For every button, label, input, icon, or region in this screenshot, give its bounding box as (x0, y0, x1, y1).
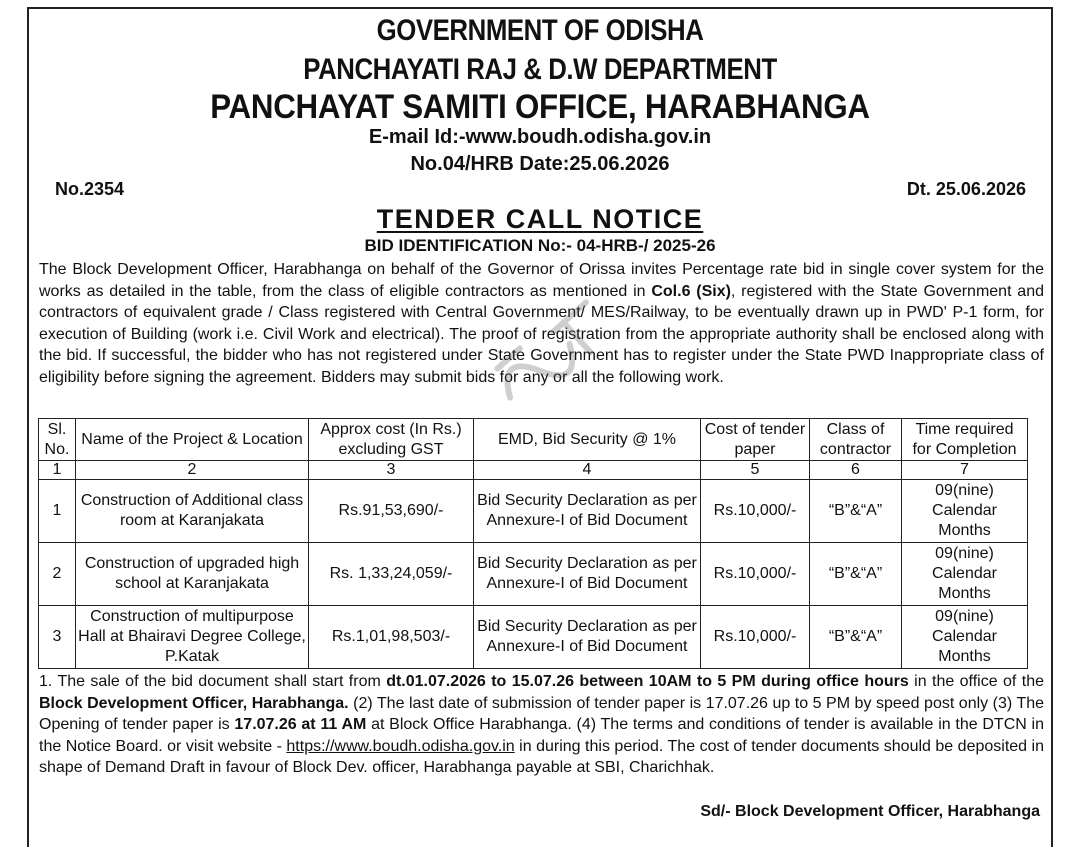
cell-emd: Bid Security Declaration as per Annexure-I of Bid Document (474, 543, 701, 606)
terms-text: in the office of the (908, 673, 1044, 690)
header-cell-class: Class of contractor (810, 419, 902, 461)
cell-tender-paper: Rs.10,000/- (701, 606, 810, 669)
cell-class: “B”&“A” (810, 480, 902, 543)
header-cell-tender-paper: Cost of tender paper (701, 419, 810, 461)
terms-text: in during this period. The cost of tender documents should be deposited in shape of Demand Draft in favour of Block Dev. officer, Harabhanga payable at SBI, Charichhak. (39, 737, 1044, 776)
header-cell-time: Time required for Completion (902, 419, 1028, 461)
column-number: 3 (309, 461, 474, 480)
terms-text: at Block Office Harabhanga. (4) The terms and conditions of tender is available in the DTCN in the Notice Board. or visit website - (39, 716, 1045, 755)
works-table (38, 418, 1028, 669)
table-row (39, 543, 1028, 606)
cell-time: 09(nine) Calendar Months (902, 480, 1028, 543)
cell-time: 09(nine) Calendar Months (902, 543, 1028, 606)
reference-number: No.2354 (55, 179, 125, 199)
cell-sl-no: 2 (39, 543, 76, 606)
cell-tender-paper: Rs.10,000/- (701, 480, 810, 543)
header-cell-emd: EMD, Bid Security @ 1% (474, 419, 701, 461)
column-number: 7 (902, 461, 1028, 480)
cell-project: Construction of upgraded high school at Karanjakata (76, 543, 309, 606)
cell-emd: Bid Security Declaration as per Annexure-I of Bid Document (474, 606, 701, 669)
column-number: 1 (39, 461, 76, 480)
terms-text: (2) The last date of submission of tender paper is 17.07.26 up to 5 PM by speed post only (3) The Opening of tender paper is (39, 694, 1045, 733)
header-department: PANCHAYATI RAJ & D.W DEPARTMENT (303, 53, 777, 86)
table-column-number-row (39, 461, 1028, 480)
cell-project: Construction of Additional class room at Karanjakata (76, 480, 309, 543)
column-number: 4 (474, 461, 701, 480)
cell-cost: Rs.91,53,690/- (309, 480, 474, 543)
cell-class: “B”&“A” (810, 606, 902, 669)
bid-identification: BID IDENTIFICATION No:- 04-HRB-/ 2025-26 (364, 236, 716, 255)
reference-date: Dt. 25.06.2026 (906, 179, 1026, 199)
terms-office-name: Block Development Officer, Harabhanga. (39, 694, 349, 712)
header-cell-cost: Approx cost (In Rs.) excluding GST (309, 419, 474, 461)
terms-sale-dates: dt.01.07.2026 to 15.07.26 between 10AM to 5 PM during office hours (386, 673, 909, 690)
signature-line: Sd/- Block Development Officer, Harabhanga (700, 803, 1040, 820)
cell-emd: Bid Security Declaration as per Annexure-I of Bid Document (474, 480, 701, 543)
cell-tender-paper: Rs.10,000/- (701, 543, 810, 606)
header-cell-project: Name of the Project & Location (76, 419, 309, 461)
notice-title (0, 204, 1080, 235)
cell-project: Construction of multipurpose Hall at Bhairavi Degree College, P.Katak (76, 606, 309, 669)
terms-text: 1. The sale of the bid document shall start from (39, 673, 387, 690)
paragraph-bold-col6: Col.6 (Six) (651, 282, 731, 300)
terms-paragraph (39, 671, 1044, 779)
header-office: PANCHAYAT SAMITI OFFICE, HARABHANGA (210, 88, 870, 126)
cell-cost: Rs. 1,33,24,059/- (309, 543, 474, 606)
column-number: 5 (701, 461, 810, 480)
cell-cost: Rs.1,01,98,503/- (309, 606, 474, 669)
column-number: 2 (76, 461, 309, 480)
table-header-row (39, 419, 1028, 461)
notice-title-text: TENDER CALL NOTICE (376, 204, 704, 234)
website-link[interactable]: https://www.boudh.odisha.gov.in (286, 737, 515, 755)
header-email: E-mail Id:-www.boudh.odisha.gov.in (368, 126, 712, 148)
cell-sl-no: 1 (39, 480, 76, 543)
header-letter-no: No.04/HRB Date:25.06.2026 (410, 153, 670, 175)
table-row (39, 606, 1028, 669)
column-number: 6 (810, 461, 902, 480)
cell-class: “B”&“A” (810, 543, 902, 606)
paragraph-text-a: The Block Development Officer, Harabhanga on behalf of the Governor of Orissa invites Percentage rate bid in single cover system for the works as detailed in the table, from the class of eligible contractors as mentioned in (39, 261, 1044, 300)
table-row (39, 480, 1028, 543)
header-cell-sl-no: Sl. No. (39, 419, 76, 461)
terms-opening-date: 17.07.26 at 11 AM (234, 716, 367, 733)
header-government: GOVERNMENT OF ODISHA (376, 14, 704, 47)
cell-time: 09(nine) Calendar Months (902, 606, 1028, 669)
paragraph-text-b: , registered with the State Government and contractors of equivalent grade / Class registered with Central Government/ MES/Railway, to be eventually drawn up in PWD' P-1 form, for execution of Building (work i.e. Civil Work and electrical). The proof of registration from the appropriate authority shall be enclosed along with the bid. If successful, the bidder who has not registered under State Government has to register under the State PWD Inappropriate class of eligibility before signing the agreement. Bidders may submit bids for any or all the following work. (39, 282, 1044, 386)
cell-sl-no: 3 (39, 606, 76, 669)
